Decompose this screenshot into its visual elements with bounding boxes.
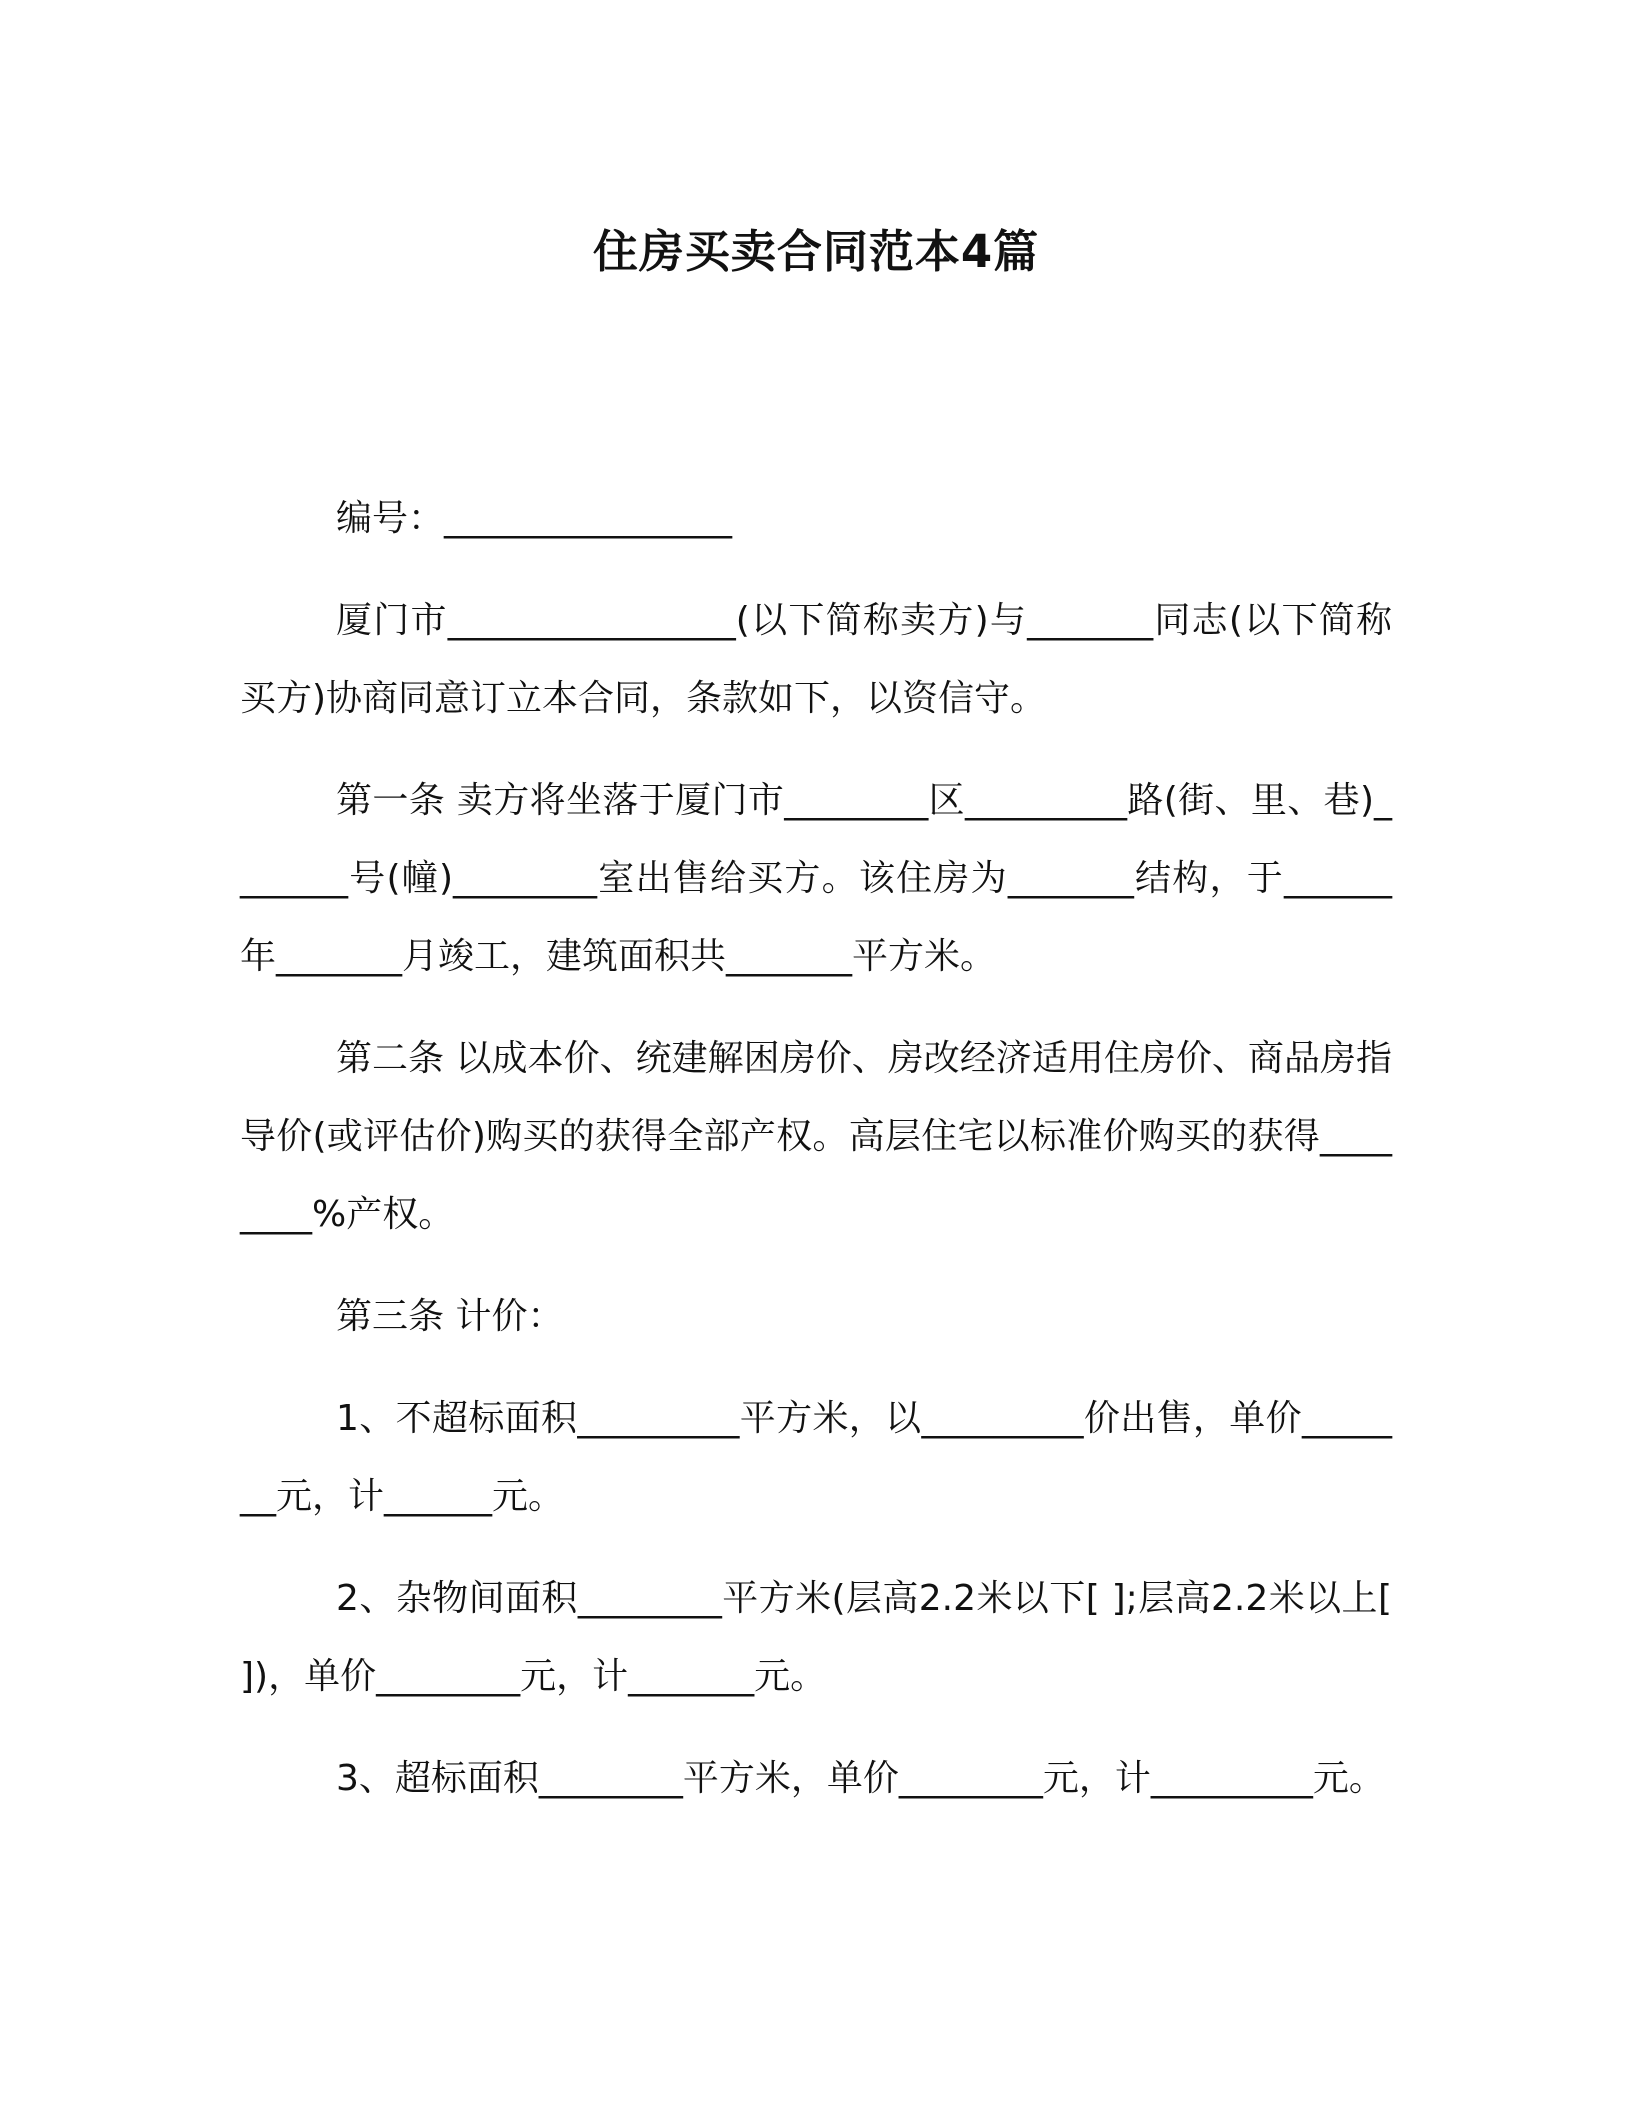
article-three-heading: 第三条 计价： <box>336 1296 564 1337</box>
document-body <box>240 480 1392 1842</box>
parties-paragraph: 厦门市________________(以下简称卖方)与_______同志(以下简称买方)协商同意订立本合同，条款如下，以资信守。 <box>240 600 1392 719</box>
document-title: 住房买卖合同范本4篇 <box>592 225 1040 278</box>
article-one-paragraph: 第一条 卖方将坐落于厦门市________区_________路(街、里、巷)_______号(幢)________室出售给买方。该住房为_______结构，于______年_______月竣工，建筑面积共_______平方米。 <box>240 780 1392 977</box>
pricing-item-2: 2、杂物间面积________平方米(层高2.2米以下[ ];层高2.2米以上[ ])，单价________元，计_______元。 <box>240 1578 1392 1697</box>
pricing-item-3: 3、超标面积________平方米，单价________元，计_________元。 <box>336 1758 1385 1799</box>
contract-number-line: 编号：________________ <box>336 498 733 539</box>
pricing-item-1: 1、不超标面积_________平方米，以_________价出售，单价_______元，计______元。 <box>240 1398 1392 1517</box>
article-two-paragraph: 第二条 以成本价、统建解困房价、房改经济适用住房价、商品房指导价(或评估价)购买的获得全部产权。高层住宅以标准价购买的获得________%产权。 <box>240 1038 1392 1235</box>
